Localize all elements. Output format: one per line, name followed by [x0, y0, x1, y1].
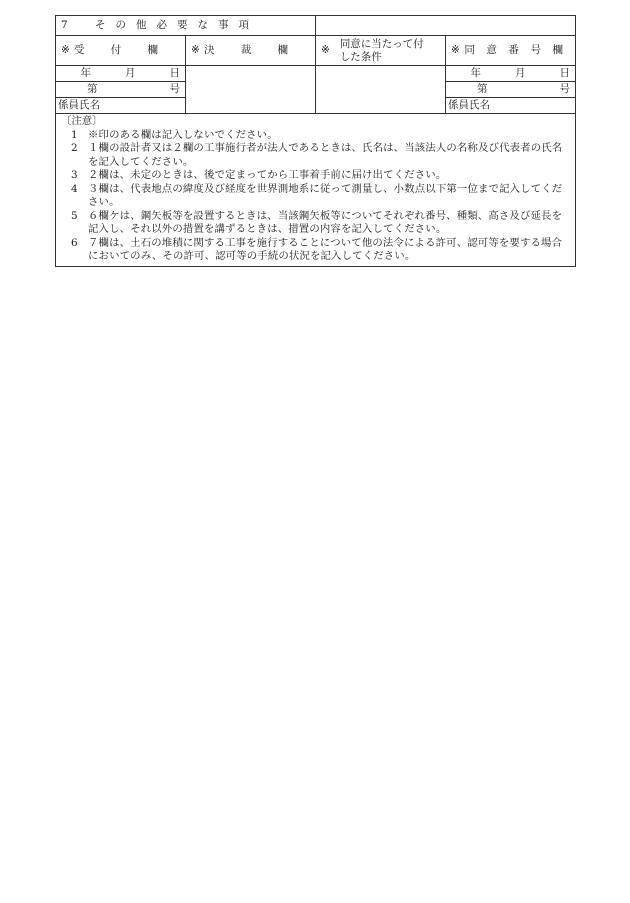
- consent-year-label: 年: [470, 67, 481, 80]
- conditions-label-line2: した条件: [339, 50, 382, 63]
- header-row: [56, 36, 576, 66]
- consent-day-label: 日: [559, 67, 570, 80]
- note-number: 6: [71, 236, 78, 249]
- notes-section: [56, 114, 576, 267]
- receipt-header: [56, 36, 186, 66]
- note-item: [61, 169, 570, 183]
- note-number: 1: [71, 128, 78, 141]
- conditions-header: [316, 36, 446, 66]
- consent-number-prefix: 第: [477, 83, 488, 96]
- other-matters-label-cell: [56, 16, 316, 36]
- note-text: ７欄は、土石の堆積に関する工事を施行することについて他の法令による許可、認可等を要する場合においてのみ、その許可、認可等の手続の状況を記入してください。: [88, 236, 563, 263]
- receipt-number-prefix: 第: [87, 83, 98, 96]
- conditions-field[interactable]: [316, 66, 446, 114]
- consent-month-label: 月: [515, 67, 526, 80]
- consent-staff-name-field[interactable]: [446, 98, 576, 114]
- receipt-number-field[interactable]: [56, 82, 186, 98]
- note-number: 4: [71, 182, 78, 195]
- note-text: ２欄は、未定のときは、後で定まってから工事着手前に届け出てください。: [88, 169, 447, 182]
- conditions-label-line1: 同意に当たって付: [339, 38, 424, 51]
- note-text: ６欄ケは、鋼矢板等を設置するときは、当該鋼矢板等についてそれぞれ番号、種類、高さ及び延長を記入し、それ以外の措置を講ずるときは、措置の内容を記入してください。: [88, 209, 563, 236]
- notes-row: [56, 114, 576, 267]
- note-number: 3: [71, 169, 78, 182]
- consent-date-field[interactable]: [446, 66, 576, 82]
- note-item: [61, 129, 570, 143]
- receipt-header-label: ※受付欄: [61, 44, 180, 57]
- note-item: [61, 183, 570, 210]
- note-item: [61, 237, 570, 264]
- note-text: １欄の設計者又は２欄の工事施行者が法人であるときは、氏名は、当該法人の名称及び代表者の氏名を記入してください。: [88, 142, 563, 168]
- conditions-mark: ※: [321, 44, 330, 57]
- note-number: 2: [71, 142, 78, 155]
- notes-title: 〔注意〕: [61, 115, 103, 127]
- receipt-day-label: 日: [169, 67, 180, 80]
- item-number: 7: [61, 19, 78, 32]
- consent-staff-name-label: 係員氏名: [448, 99, 490, 112]
- decision-field[interactable]: [186, 66, 316, 114]
- receipt-number-suffix: 号: [169, 83, 180, 96]
- form-table: [55, 15, 576, 267]
- note-number: 5: [71, 209, 78, 222]
- receipt-staff-name-label: 係員氏名: [58, 99, 100, 112]
- consent-number-header: [446, 36, 576, 66]
- consent-number-suffix: 号: [559, 83, 570, 96]
- note-item: [61, 210, 570, 237]
- note-text: ※印のある欄は記入しないでください。: [88, 128, 278, 141]
- note-item: [61, 142, 570, 169]
- receipt-month-label: 月: [125, 67, 136, 80]
- receipt-year-label: 年: [80, 67, 91, 80]
- date-row: [56, 66, 576, 82]
- receipt-staff-name-field[interactable]: [56, 98, 186, 114]
- other-matters-row: [56, 16, 576, 36]
- note-text: ３欄は、代表地点の緯度及び経度を世界測地系に従って測量し、小数点以下第一位まで記入してください。: [88, 182, 563, 209]
- other-matters-value-field[interactable]: [316, 16, 576, 36]
- decision-header-label: ※決裁欄: [191, 44, 310, 57]
- consent-number-header-label: ※同意番号欄: [451, 44, 570, 57]
- application-form-sheet: [55, 15, 575, 267]
- receipt-date-field[interactable]: [56, 66, 186, 82]
- decision-header: [186, 36, 316, 66]
- other-matters-label: その他必要な事項: [95, 19, 260, 32]
- consent-number-field[interactable]: [446, 82, 576, 98]
